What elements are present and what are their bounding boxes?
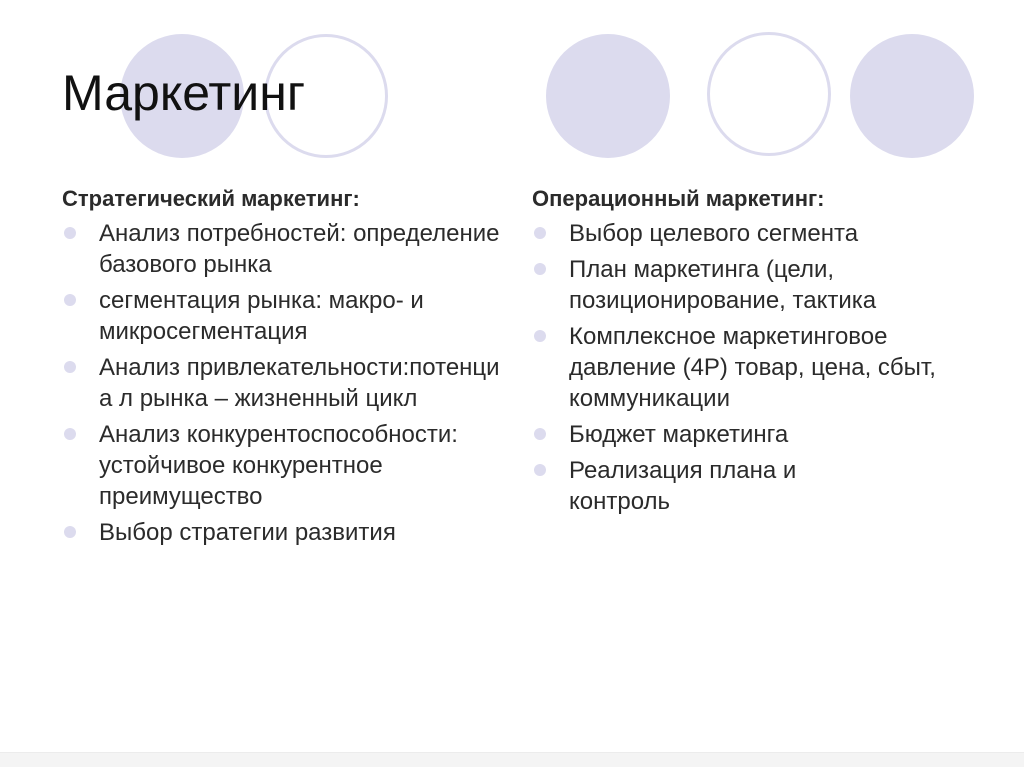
list-item-text: План маркетинга (цели, позиционирование, тактика [569,256,877,314]
list-item [62,352,509,414]
bullet-icon [64,294,76,306]
bullet-icon [64,227,76,239]
slide-title: Маркетинг [62,65,306,121]
list-item [62,218,519,280]
list-item-text: Бюджет маркетинга [569,421,789,448]
list-item [532,218,989,249]
bullet-icon [64,361,76,373]
bullet-icon [64,428,76,440]
decorative-circle-outline [707,32,831,156]
list-item-text: Выбор целевого сегмента [569,220,859,247]
list-item-text: Выбор стратегии развития [99,519,396,546]
bullet-icon [534,464,546,476]
list-item [532,321,989,414]
list-item-text: Анализ конкурентоспособности: устойчивое конкурентное преимущество [99,421,458,510]
strategic-marketing-column [62,184,502,553]
list-item-text: сегментация рынка: макро- и микросегментация [99,287,424,345]
list-item [62,285,519,347]
list-item-text: Анализ привлекательности:потенциа л рынка – жизненный цикл [99,354,500,412]
bullet-icon [64,526,76,538]
operational-marketing-column [532,184,972,522]
decorative-circle-filled [546,34,670,158]
list-item [532,455,869,517]
decorative-circle-filled [850,34,974,158]
bullet-icon [534,227,546,239]
list-item-text: Комплексное маркетинговое давление (4Р) товар, цена, сбыт, коммуникации [569,323,936,412]
list-item [532,419,989,450]
bullet-icon [534,263,546,275]
list-item-text: Анализ потребностей: определение базового рынка [99,220,500,278]
column-heading: Операционный маркетинг: [532,186,825,211]
list-item [532,254,989,316]
slide-bottom-edge [0,752,1024,767]
bullet-list [532,218,972,517]
bullet-list [62,218,502,548]
column-heading: Стратегический маркетинг: [62,186,360,211]
list-item [62,419,519,512]
list-item-text: Реализация плана и контроль [569,457,797,515]
list-item [62,517,519,548]
bullet-icon [534,428,546,440]
bullet-icon [534,330,546,342]
